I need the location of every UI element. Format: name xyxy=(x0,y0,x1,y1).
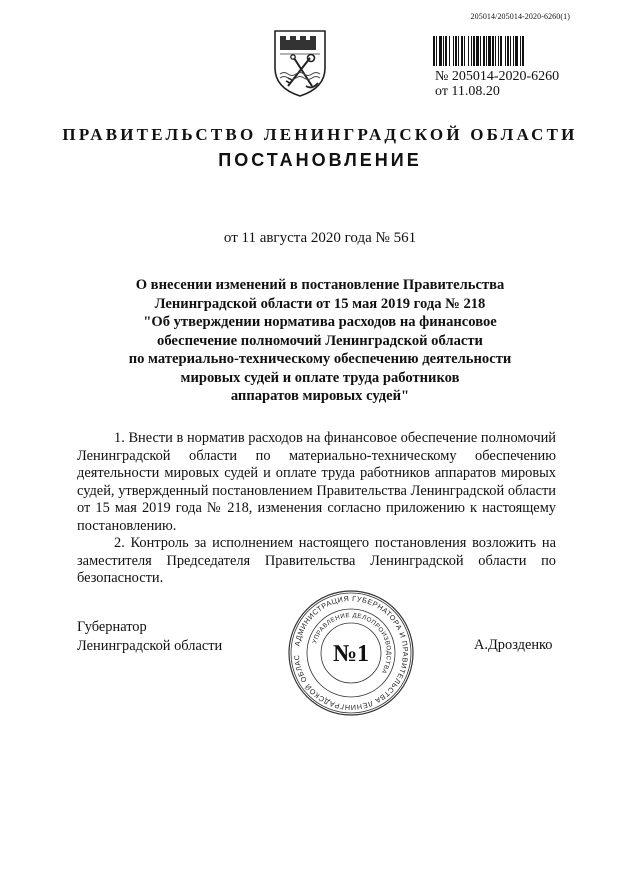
barcode-bar xyxy=(439,36,442,66)
barcode xyxy=(432,36,564,66)
barcode-bar xyxy=(443,36,444,66)
registration-date: от 11.08.20 xyxy=(435,84,500,99)
official-seal xyxy=(286,588,416,718)
barcode-bar xyxy=(445,36,447,66)
body-paragraph-2: 2. Контроль за исполнением настоящего постановления возложить на заместителя Председателя Правительства Ленинградской области по безопасности. xyxy=(77,535,556,586)
barcode-bar xyxy=(473,36,475,66)
barcode-bar xyxy=(449,36,450,66)
document-reference-code: 205014/205014-2020-6260(1) xyxy=(470,12,570,21)
barcode-bar xyxy=(458,36,459,66)
decree-body xyxy=(77,430,556,588)
subject-line: мировых судей и оплате труда работников xyxy=(180,369,460,386)
coat-of-arms-emblem xyxy=(272,28,328,98)
barcode-bar xyxy=(461,36,463,66)
registration-block xyxy=(435,69,559,99)
barcode-bar xyxy=(495,36,496,66)
barcode-bar xyxy=(505,36,506,66)
barcode-bar xyxy=(486,36,487,66)
seal-inner-text: УПРАВЛЕНИЕ ДЕЛОПРОИЗВОДСТВА xyxy=(311,611,393,675)
barcode-bar xyxy=(510,36,511,66)
barcode-bar xyxy=(488,36,491,66)
barcode-bar xyxy=(500,36,502,66)
barcode-bar xyxy=(464,36,465,66)
seal-number: №1 xyxy=(332,641,370,667)
subject-line: О внесении изменений в постановление Правительства xyxy=(135,277,505,293)
document-type-heading: ПОСТАНОВЛЕНИЕ xyxy=(218,150,422,170)
signatory-name: А.Дрозденко xyxy=(474,637,553,653)
signatory-title-line: Губернатор xyxy=(77,619,147,635)
barcode-bar xyxy=(483,36,485,66)
barcode-bar xyxy=(471,36,472,66)
government-heading: ПРАВИТЕЛЬСТВО ЛЕНИНГРАДСКОЙ ОБЛАСТИ xyxy=(62,125,578,144)
subject-line: Ленинградской области от 15 мая 2019 года № 218 xyxy=(154,295,486,312)
decree-subject xyxy=(110,276,530,406)
barcode-bar xyxy=(455,36,457,66)
barcode-bar xyxy=(522,36,524,66)
registration-number: № 205014-2020-6260 xyxy=(435,69,560,84)
signatory-title xyxy=(77,618,222,656)
barcode-bar xyxy=(480,36,481,66)
barcode-bar xyxy=(507,36,509,66)
signatory-title-line: Ленинградской области xyxy=(77,638,223,654)
subject-line: по материально-техническому обеспечению деятельности xyxy=(128,351,512,367)
barcode-bar xyxy=(492,36,494,66)
barcode-bar xyxy=(515,36,518,66)
subject-line: "Об утверждении норматива расходов на финансовое xyxy=(143,314,497,330)
barcode-bar xyxy=(513,36,514,66)
barcode-bar xyxy=(433,36,435,66)
barcode-bar xyxy=(498,36,499,66)
body-paragraph-1: 1. Внести в норматив расходов на финансовое обеспечение полномочий Ленинградской области по материально-техническому обеспечению деятельности мировых судей и оплате труда работников аппаратов мировых судей, утвержденный постановлением Правительства Ленинградской области от 15 мая 2019 года № 218, изменения согласно приложению к настоящему постановлению. xyxy=(77,430,556,534)
barcode-bar xyxy=(520,36,521,66)
subject-line: обеспечение полномочий Ленинградской области xyxy=(157,332,483,349)
decree-date-number: от 11 августа 2020 года № 561 xyxy=(223,230,417,246)
subject-line: аппаратов мировых судей" xyxy=(230,388,410,404)
barcode-bar xyxy=(476,36,479,66)
seal-outer-text: АДМИНИСТРАЦИЯ ГУБЕРНАТОРА И ПРАВИТЕЛЬСТВА ЛЕНИНГРАДСКОЙ ОБЛАС xyxy=(291,593,411,713)
barcode-bar xyxy=(468,36,469,66)
barcode-bar xyxy=(453,36,454,66)
barcode-bar xyxy=(436,36,437,66)
